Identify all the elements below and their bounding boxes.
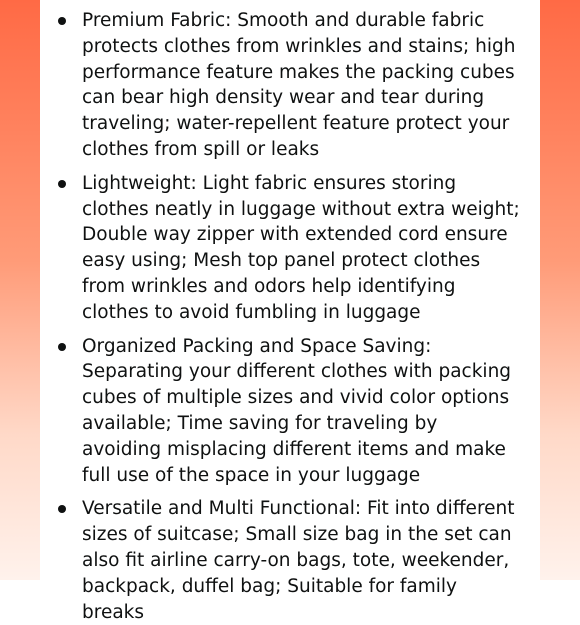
bullet-dot-icon [58,17,66,25]
feature-bullet-text: Premium Fabric: Smooth and durable fabric protects clothes from wrinkles and stains; high performance feature makes the packing cubes can bear high density wear and tear during traveling; water-repellent feature protect your clothes from spill or leaks [82,10,516,160]
bullet-dot-icon [58,343,66,351]
right-background-strip [540,0,580,580]
feature-bullet-list [40,0,540,625]
bullet-dot-icon [58,180,66,188]
feature-bullet-organized-packing [40,334,522,489]
bullet-dot-icon [58,505,66,513]
feature-bullet-lightweight [40,171,522,326]
feature-bullet-text: Organized Packing and Space Saving: Separating your different clothes with packing cubes of multiple sizes and vivid color options available; Time saving for traveling by avoiding misplacing different items and make full use of the space in your luggage [82,335,512,486]
feature-bullet-premium-fabric [40,8,522,163]
left-background-strip [0,0,40,580]
feature-bullet-versatile [40,496,522,625]
product-description-panel [40,0,540,623]
feature-bullet-text: Lightweight: Light fabric ensures storing clothes neatly in luggage without extra weight; Double way zipper with extended cord ensure easy using; Mesh top panel protect clothes from wrinkles and odors help identifying clothes to avoid fumbling in luggage [82,172,520,323]
feature-bullet-text: Versatile and Multi Functional: Fit into different sizes of suitcase; Small size bag in the set can also fit airline carry-on bags, tote, weekender, backpack, duffel bag; Suitable for family breaks [82,498,515,623]
